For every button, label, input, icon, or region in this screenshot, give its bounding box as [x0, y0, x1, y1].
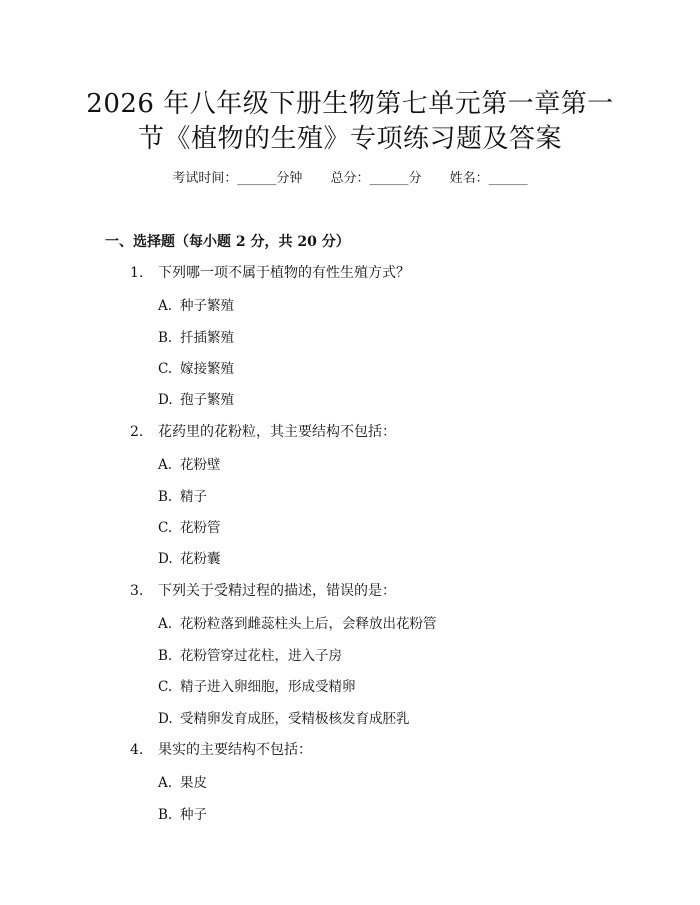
option-letter: B.	[158, 489, 173, 505]
option-text: 嫁接繁殖	[180, 361, 234, 377]
option-letter: A.	[158, 298, 173, 314]
option	[158, 547, 221, 567]
option-text: 花粉管穿过花柱，进入子房	[180, 648, 342, 664]
option-letter: D.	[158, 711, 173, 727]
option	[158, 644, 342, 664]
option	[158, 612, 437, 632]
option	[158, 294, 234, 314]
option-text: 花粉壁	[180, 457, 221, 473]
exam-time: 考试时间：______分钟	[172, 171, 303, 186]
page-title-line-2: 节《植物的生殖》专项练习题及答案	[137, 124, 562, 154]
option-letter: A.	[158, 457, 173, 473]
question	[130, 580, 396, 600]
question-number: 3.	[130, 583, 144, 599]
option	[158, 803, 207, 823]
option-text: 受精卵发育成胚，受精极核发育成胚乳	[180, 711, 410, 727]
question	[130, 739, 312, 759]
question-number: 4.	[130, 742, 144, 758]
question-text: 下列关于受精过程的描述，错误的是：	[158, 583, 396, 599]
option	[158, 675, 356, 695]
question-text: 花药里的花粉粒，其主要结构不包括：	[158, 424, 396, 440]
option-letter: B.	[158, 807, 173, 823]
option-letter: B.	[158, 330, 173, 346]
question-number: 2.	[130, 424, 144, 440]
option-text: 扦插繁殖	[180, 330, 234, 346]
exam-meta	[0, 167, 700, 186]
option-text: 精子	[180, 489, 207, 505]
question-text: 果实的主要结构不包括：	[158, 742, 312, 758]
question-number: 1.	[130, 265, 144, 281]
option-letter: D.	[158, 551, 173, 567]
exam-total-score: 总分：______分	[330, 171, 422, 186]
option	[158, 707, 410, 727]
option-text: 孢子繁殖	[180, 392, 234, 408]
option-text: 花粉粒落到雌蕊柱头上后，会释放出花粉管	[180, 616, 437, 632]
option-letter: D.	[158, 392, 173, 408]
option-letter: B.	[158, 648, 173, 664]
option	[158, 516, 221, 536]
option-letter: C.	[158, 520, 173, 536]
option-text: 果皮	[180, 775, 207, 791]
option-letter: C.	[158, 361, 173, 377]
option	[158, 388, 234, 408]
section-title: 一、选择题（每小题 2 分，共 20 分）	[105, 234, 350, 250]
option-text: 精子进入卵细胞，形成受精卵	[180, 679, 356, 695]
option	[158, 771, 207, 791]
question-text: 下列哪一项不属于植物的有性生殖方式？	[158, 265, 410, 281]
option-text: 花粉囊	[180, 551, 221, 567]
option	[158, 326, 234, 346]
question	[130, 421, 396, 441]
exam-name: 姓名：______	[449, 171, 528, 186]
option-letter: C.	[158, 679, 173, 695]
option-letter: A.	[158, 775, 173, 791]
option	[158, 453, 221, 473]
option-text: 花粉管	[180, 520, 221, 536]
option	[158, 357, 234, 377]
option-letter: A.	[158, 616, 173, 632]
page-title-line-1: 2026 年八年级下册生物第七单元第一章第一	[86, 89, 614, 119]
option	[158, 485, 207, 505]
question	[130, 262, 410, 282]
option-text: 种子	[180, 807, 207, 823]
option-text: 种子繁殖	[180, 298, 234, 314]
